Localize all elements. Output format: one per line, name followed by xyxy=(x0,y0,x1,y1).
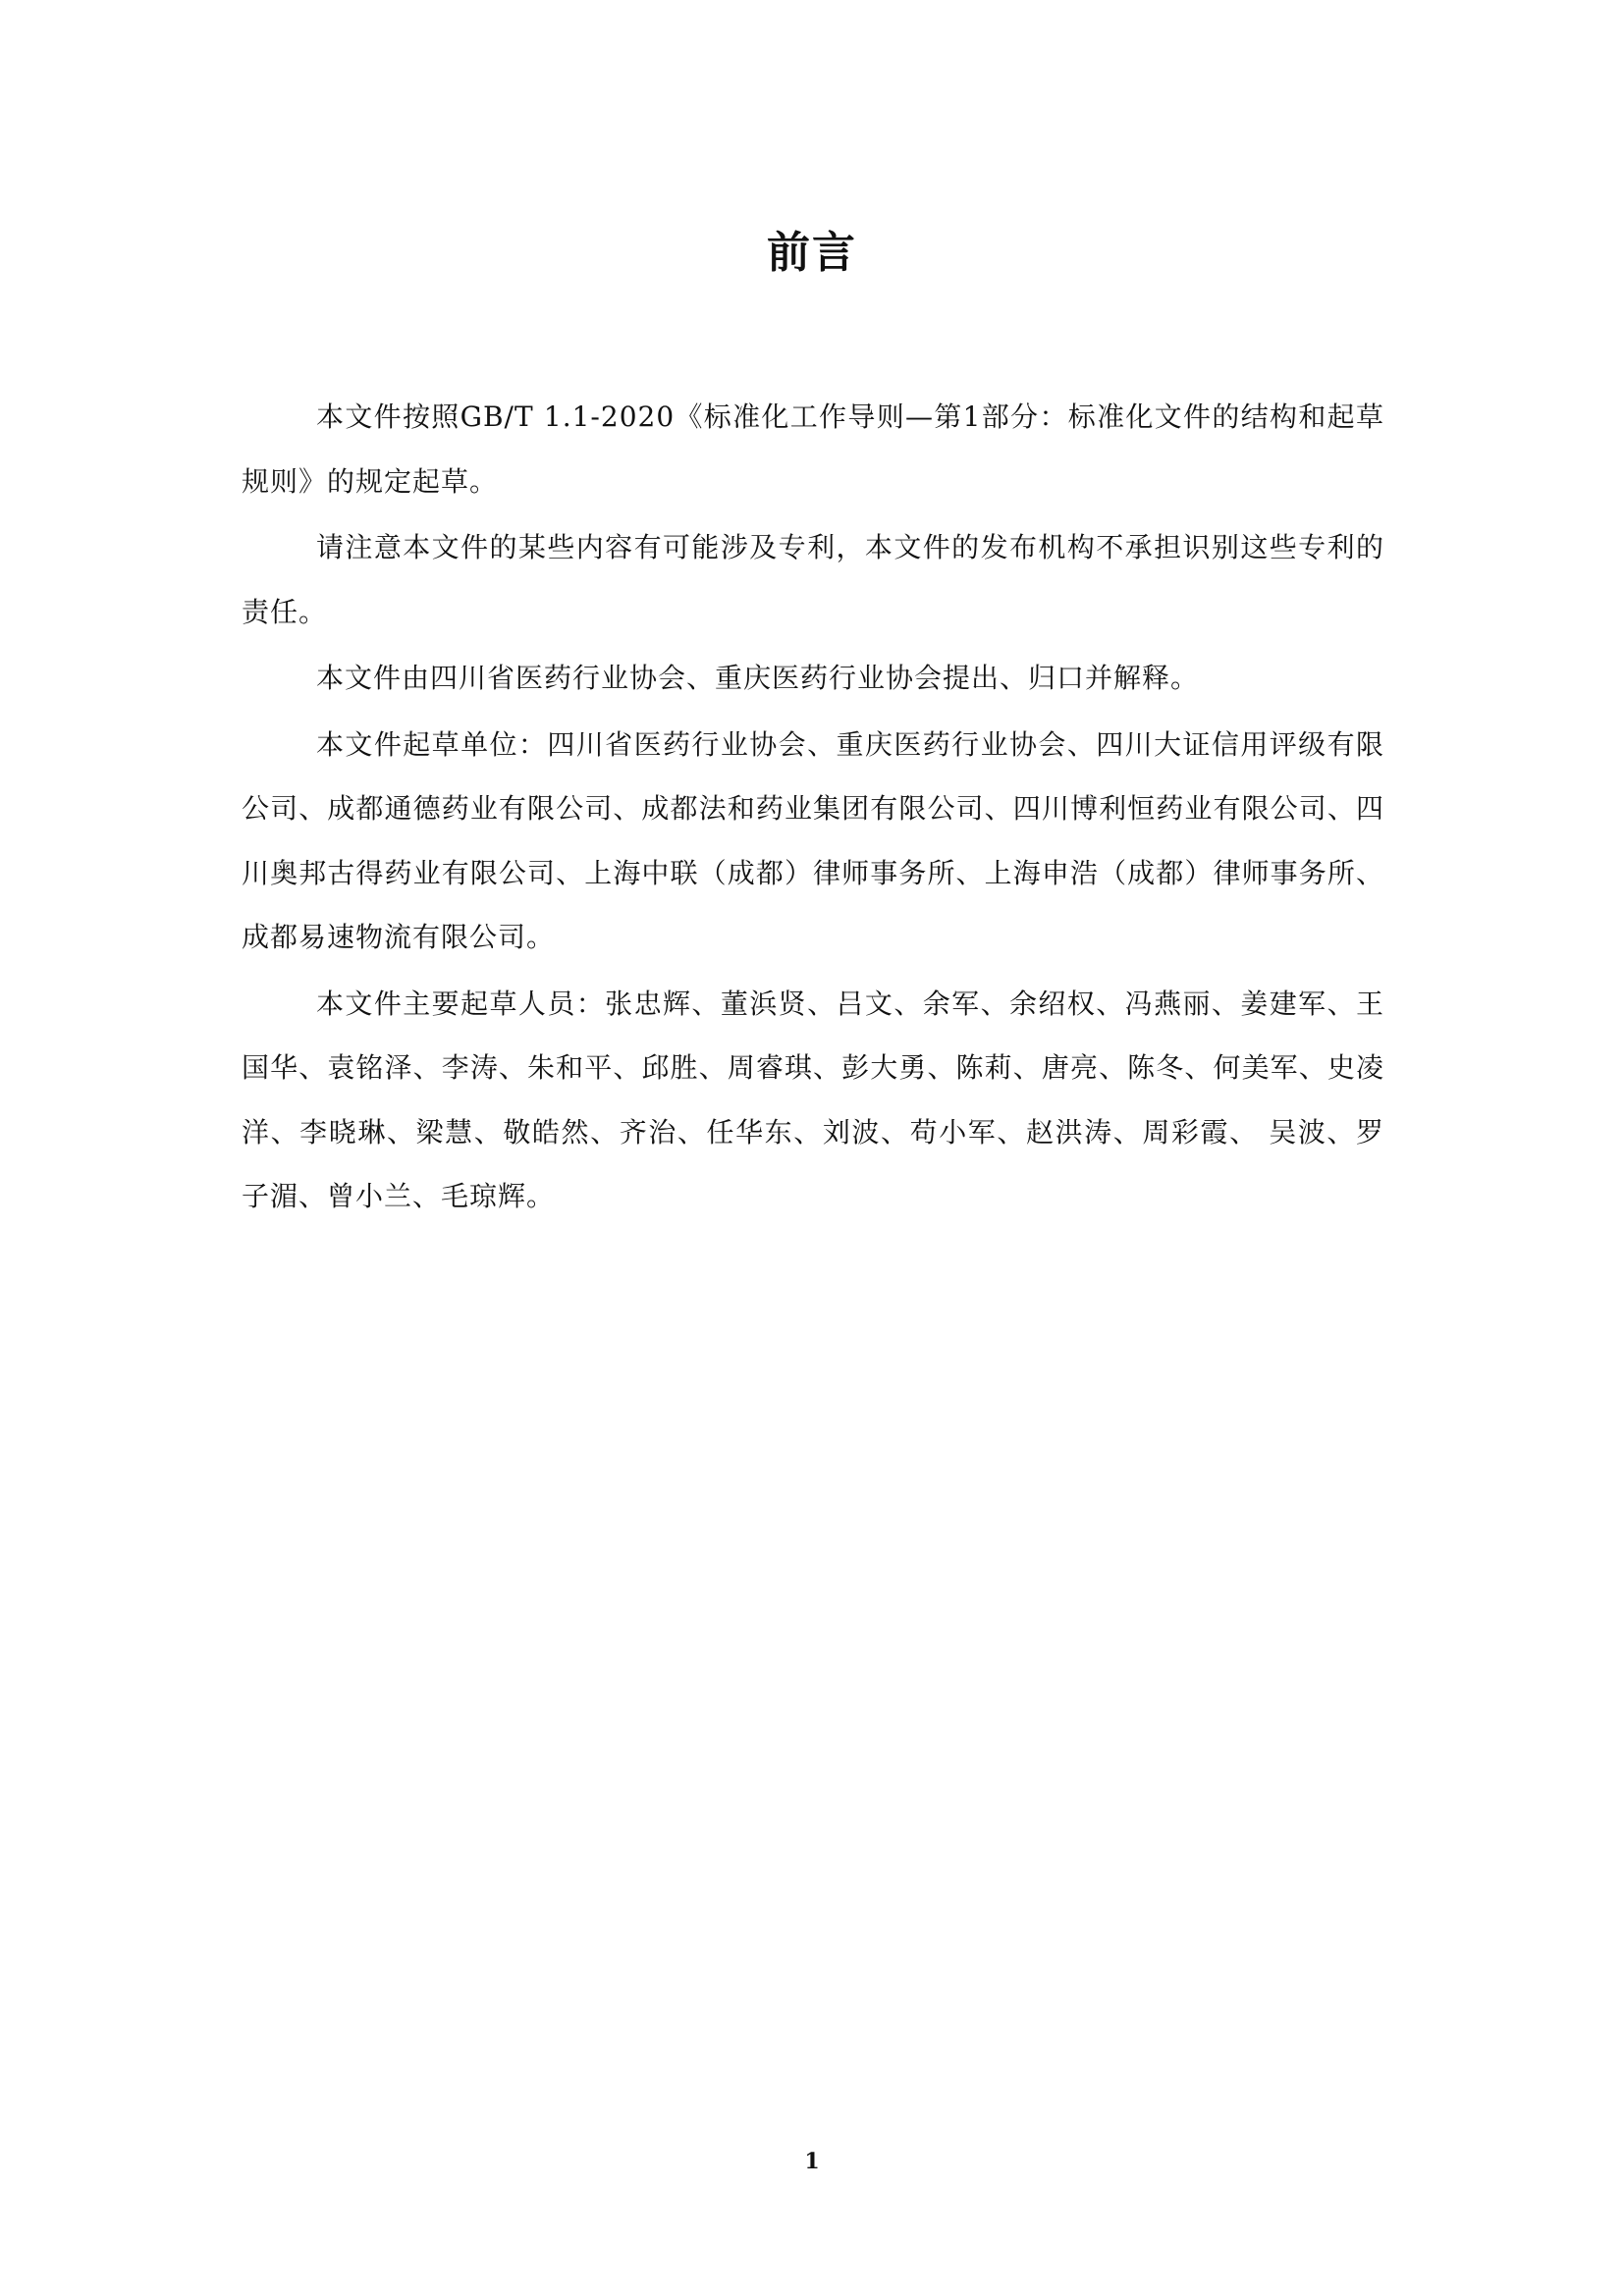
paragraph-drafting-rules: 本文件按照GB/T 1.1-2020《标准化工作导则—第1部分：标准化文件的结构和起草规则》的规定起草。 xyxy=(242,400,1384,498)
paragraph-drafting-units: 本文件起草单位：四川省医药行业协会、重庆医药行业协会、四川大证信用评级有限公司、成都通德药业有限公司、成都法和药业集团有限公司、四川博利恒药业有限公司、四川奥邦古得药业有限公司、上海中联（成都）律师事务所、上海申浩（成都）律师事务所、成都易速物流有限公司。 xyxy=(242,727,1384,953)
page-title: 前言 xyxy=(767,228,857,278)
paragraph-drafting-persons: 本文件主要起草人员：张忠辉、董浜贤、吕文、余军、余绍权、冯燕丽、姜建军、王国华、袁铭泽、李涛、朱和平、邱胜、周睿琪、彭大勇、陈莉、唐亮、陈冬、何美军、史凌洋、李晓琳、梁慧、敬皓然、齐治、任华东、刘波、苟小军、赵洪涛、周彩霞、 吴波、罗子湄、曾小兰、毛琼辉。 xyxy=(242,987,1384,1212)
page-number: 1 xyxy=(804,2149,820,2174)
paragraph-proposer: 本文件由四川省医药行业协会、重庆医药行业协会提出、归口并解释。 xyxy=(316,662,1200,694)
paragraph-patent-notice: 请注意本文件的某些内容有可能涉及专利，本文件的发布机构不承担识别这些专利的责任。 xyxy=(242,531,1384,628)
document-body xyxy=(242,385,1384,1231)
